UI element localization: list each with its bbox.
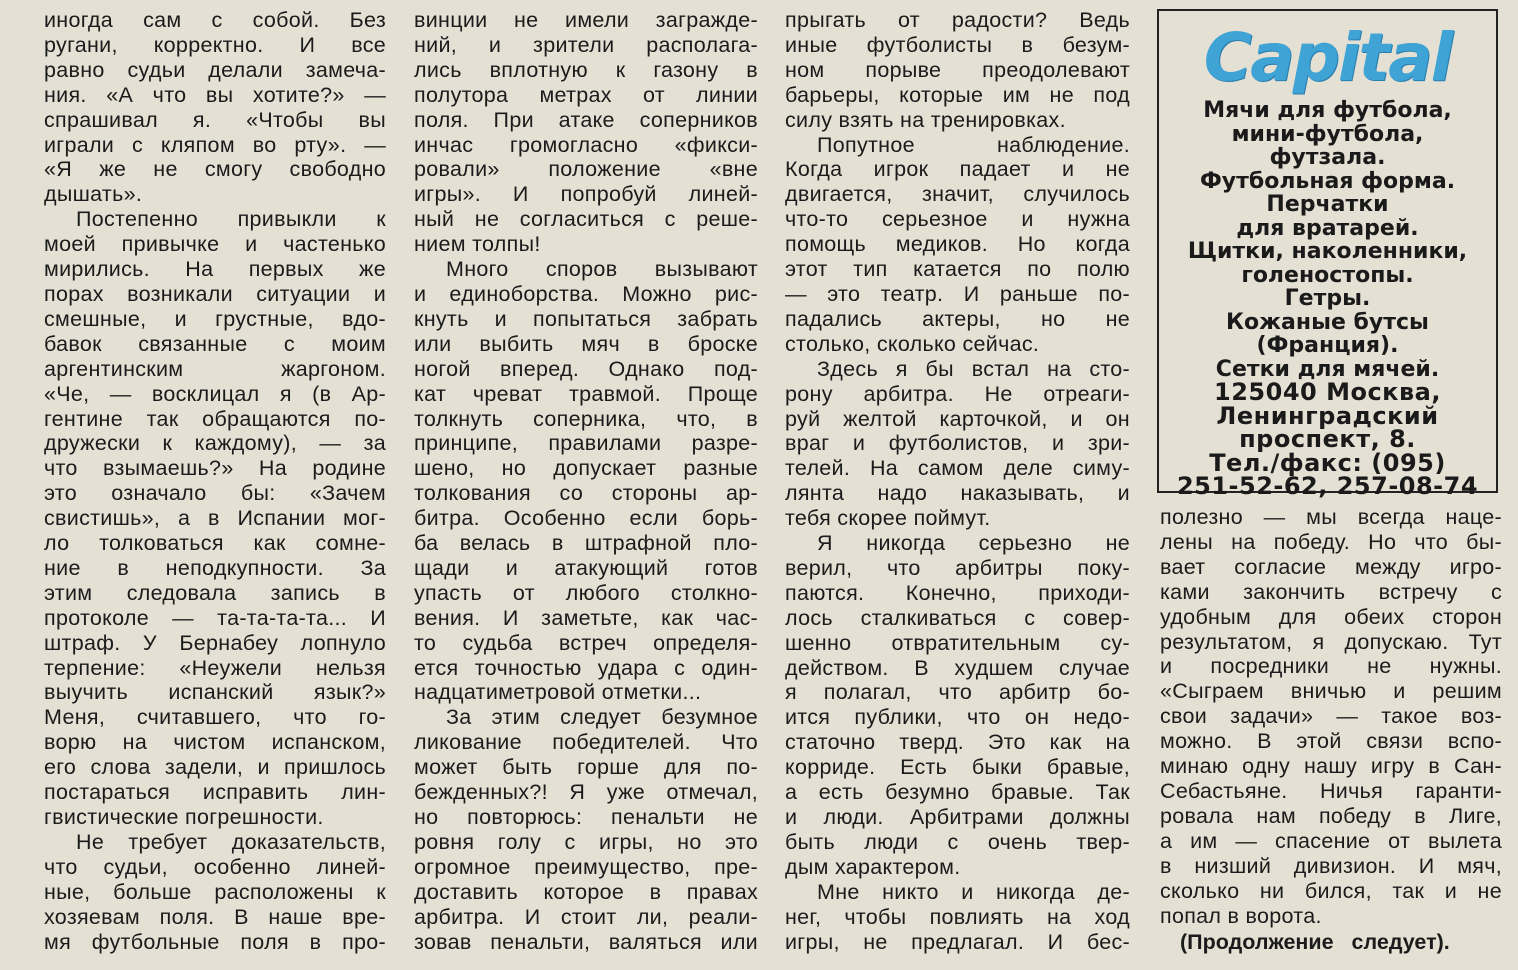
text-line: принципе, правилами разре- (414, 431, 758, 456)
ad-line: футзала. (1269, 145, 1386, 170)
text-line: поля. При атаке соперников (414, 107, 758, 132)
text-line: силу взять на тренировках. (785, 107, 1066, 132)
text-line: действом. В худшем случае (785, 655, 1130, 680)
text-column-1 (44, 8, 386, 954)
text-line: нег, чтобы повлиять на ход (785, 904, 1130, 929)
text-line: штраф. У Бернабеу лопнуло (44, 630, 386, 655)
text-line: статочно тверд. Это как на (785, 730, 1130, 755)
text-line: этим следовала запись в (44, 580, 386, 605)
ad-line: Сетки для мячей. (1215, 356, 1440, 382)
text-line: Здесь я бы встал на сто- (817, 356, 1130, 381)
ad-line: Щитки, наколенники, (1187, 239, 1468, 264)
text-line: доставить которое в правах (414, 879, 758, 904)
text-line: тебя скорее поймут. (785, 506, 991, 531)
text-line: результатом, я допускаю. Тут (1160, 629, 1502, 654)
text-line: вает согласие между игро- (1160, 554, 1502, 579)
text-line: его слова задели, и пришлось (44, 755, 386, 780)
text-line: или выбить мяч в броске (414, 331, 758, 356)
text-line: ровали» положение «вне (414, 157, 758, 182)
text-line: можно. В этой связи вспо- (1160, 729, 1502, 754)
text-line: Я никогда серьезно не (817, 531, 1130, 556)
text-line: лось сталкиваться с совер- (785, 605, 1130, 630)
text-line: ликование победителей. Что (414, 730, 758, 755)
text-line: быть люди с очень твер- (785, 829, 1130, 854)
text-line: телей. На самом деле симу- (785, 456, 1130, 481)
text-line: и люди. Арбитрами должны (785, 805, 1130, 829)
text-line: столько, сколько сейчас. (785, 331, 1040, 356)
text-line: ный не согласиться с реше- (414, 207, 758, 232)
text-line: но повторюсь: пенальти не (414, 805, 758, 829)
text-line: мирились. На первых же (44, 257, 386, 282)
text-line: смешные, и грустные, вдо- (44, 306, 386, 331)
text-line: Меня, считавшего, что го- (44, 705, 386, 730)
capital-advertisement (1157, 9, 1498, 500)
text-line: моей привычке и частенько (44, 232, 386, 257)
text-line: руй желтой карточкой, и он (785, 406, 1130, 431)
text-line: постараться исправить лин- (44, 780, 386, 805)
text-column-2 (414, 8, 758, 954)
ad-line: Перчатки (1266, 192, 1389, 217)
text-line: удобным для обеих сторон (1160, 604, 1502, 629)
text-line: ровала нам победу в Лиге, (1160, 803, 1502, 828)
text-line: этот тип катается по полю (785, 257, 1130, 282)
text-line: бавок связанные с моим (44, 331, 386, 356)
text-line: шенно отвратительным су- (785, 630, 1130, 655)
text-line: я полагал, что арбитр бо- (785, 680, 1130, 705)
text-line: протоколе — та-та-та-та... И (44, 605, 386, 630)
text-line: Мне никто и никогда де- (817, 879, 1130, 904)
text-line: щади и атакующий готов (414, 555, 758, 580)
continuation-note: (Продолжение следует). (1180, 930, 1450, 954)
text-line: толкования со стороны ар- (414, 481, 758, 506)
text-line: Много споров вызывают (446, 257, 758, 282)
text-line: ется точностью удара с один- (414, 655, 758, 680)
text-line: ния. «А что вы хотите?» — (44, 82, 386, 107)
text-line: Постепенно привыкли к (76, 207, 386, 232)
text-line: играли с кляпом во рту». — (44, 132, 386, 157)
text-line: верил, что арбитры поку- (785, 555, 1130, 580)
text-line: попал в ворота. (1160, 903, 1322, 928)
text-line: гентине так обращаются по- (44, 406, 386, 431)
text-line: нием толпы! (414, 232, 541, 257)
text-line: ровня голу с игры, но это (414, 829, 758, 854)
text-line: толкнуть соперника, что, в (414, 406, 758, 431)
text-line: «Сыграем вничью и решим (1160, 679, 1502, 704)
ad-line: Футбольная форма. (1199, 168, 1456, 194)
text-line: иногда сам с собой. Без (44, 8, 386, 32)
text-line: игры, не предлагал. И бес- (785, 929, 1130, 954)
text-line: то судьба встреч определя- (414, 630, 758, 655)
text-line: Не требует доказательств, (76, 829, 386, 854)
advertisement-text (1159, 99, 1496, 499)
text-line: а есть безумно бравые. Так (785, 780, 1130, 805)
text-line: — это театр. И раньше по- (785, 281, 1130, 306)
text-line: порах возникали ситуации и (44, 281, 386, 306)
text-line: Себастьяне. Ничья гаранти- (1160, 778, 1502, 803)
text-line: а им — спасение от вылета (1160, 828, 1502, 853)
text-column-4 (1160, 505, 1502, 928)
text-line: что-то серьезное и нужна (785, 207, 1130, 232)
text-line: За этим следует безумное (446, 705, 758, 730)
text-line: иные футболисты в безум- (785, 32, 1130, 57)
text-line: Когда игрок падает и не (785, 157, 1130, 182)
text-line: может быть горше для по- (414, 755, 758, 780)
text-line: минаю одну нашу игру в Сан- (1160, 754, 1502, 779)
text-line: арбитра. И стоит ли, реали- (414, 904, 758, 929)
text-line: ло толковаться как сомне- (44, 531, 386, 556)
ad-line: (Франция). (1256, 333, 1399, 358)
text-line: полутора метрах от линии (414, 82, 758, 107)
text-line: ба велась в штрафной пло- (414, 531, 758, 556)
text-line: сколько ни бился, так и не (1160, 878, 1502, 903)
text-line: кнуть и попытаться забрать (414, 306, 758, 331)
text-line: полезно — мы всегда наце- (1160, 505, 1502, 529)
ad-line: мини-футбола, (1231, 121, 1424, 147)
text-line: прыгать от радости? Ведь (785, 8, 1130, 32)
text-line: ные, больше расположены к (44, 879, 386, 904)
text-line: «Че, — восклицал я (в Ар- (44, 381, 386, 406)
text-line: и единоборства. Можно рис- (414, 281, 758, 306)
ad-line: Мячи для футбола, (1203, 98, 1452, 123)
text-line: винции не имели загражде- (414, 8, 758, 32)
text-line: инчас громогласно «фикси- (414, 132, 758, 157)
text-line: падались актеры, но не (785, 306, 1130, 331)
text-line: спрашивал я. «Чтобы вы (44, 107, 386, 132)
text-line: ном порыве преодолевают (785, 57, 1130, 82)
text-line: терпение: «Неужели нельзя (44, 655, 386, 680)
ad-line: Ленинградский (1216, 401, 1439, 430)
text-line: шено, но допускает разные (414, 456, 758, 481)
text-line: помощь медиков. Но когда (785, 232, 1130, 257)
ad-line: для вратарей. (1236, 215, 1419, 241)
text-line: что взымаешь?» На родине (44, 456, 386, 481)
text-line: упасть от любого столкно- (414, 580, 758, 605)
text-line: ками закончить встречу с (1160, 579, 1502, 604)
capital-logo: Capital (1203, 19, 1452, 96)
text-line: выучить испанский язык?» (44, 680, 386, 705)
text-line: «Я же не смогу свободно (44, 157, 386, 182)
text-line: битра. Особенно если борь- (414, 506, 758, 531)
text-line: дружески к каждому), — за (44, 431, 386, 456)
text-line: зовав пенальти, валяться или (414, 929, 758, 954)
text-line: в низший дивизион. И мяч, (1160, 853, 1502, 878)
text-line: ится публики, что он недо- (785, 705, 1130, 730)
text-line: огромное преимущество, пре- (414, 854, 758, 879)
text-line: ругани, корректно. И все (44, 32, 386, 57)
text-line: свои задачи» — такое воз- (1160, 704, 1502, 729)
text-line: ворю на чистом испанском, (44, 730, 386, 755)
text-line: ногой вперед. Однако под- (414, 356, 758, 381)
text-line: лены на победу. Но что бы- (1160, 529, 1502, 554)
ad-line: Гетры. (1284, 286, 1371, 311)
text-line: корриде. Есть быки бравые, (785, 755, 1130, 780)
ad-line: Тел./факс: (095) (1209, 448, 1446, 477)
text-line: равно судьи делали замеча- (44, 57, 386, 82)
text-line: это означало бы: «Зачем (44, 481, 386, 506)
text-line: Попутное наблюдение. (817, 132, 1130, 157)
text-line: кат чреват травмой. Проще (414, 381, 758, 406)
text-line: двигается, значит, случилось (785, 182, 1130, 207)
ad-line: Кожаные бутсы (1226, 309, 1429, 335)
text-line: дым характером. (785, 854, 961, 879)
text-line: гвистические погрешности. (44, 805, 324, 829)
text-line: лись вплотную к газону в (414, 57, 758, 82)
text-line: лянта надо наказывать, и (785, 481, 1130, 506)
text-line: вения. И заметьте, как час- (414, 605, 758, 630)
ad-line: 251-52-62, 257-08-74 (1176, 472, 1479, 500)
text-line: игры». И попробуй линей- (414, 182, 758, 207)
text-line: и посредники не нужны. (1160, 654, 1502, 679)
ad-line: 125040 Москва, (1214, 378, 1441, 406)
text-line: дышать». (44, 182, 143, 207)
text-line: что судьи, особенно линей- (44, 854, 386, 879)
text-line: ние в неподкупности. За (44, 555, 386, 580)
text-line: рону арбитра. Не отреаги- (785, 381, 1130, 406)
text-line: хозяевам поля. В наше вре- (44, 904, 386, 929)
ad-line: голеностопы. (1241, 262, 1414, 288)
text-line: ний, и зрители располага- (414, 32, 758, 57)
text-line: мя футбольные поля в про- (44, 929, 386, 954)
text-column-3 (785, 8, 1130, 954)
text-line: паются. Конечно, приходи- (785, 580, 1130, 605)
text-line: враг и футболистов, и зри- (785, 431, 1130, 456)
text-line: надцатиметровой отметки... (414, 680, 702, 705)
ad-line: проспект, 8. (1239, 425, 1416, 453)
text-line: свистишь», а в Испании мог- (44, 506, 386, 531)
text-line: бежденных?! Я уже отмечал, (414, 780, 758, 805)
text-line: аргентинским жаргоном. (44, 356, 386, 381)
text-line: барьеры, которые им не под (785, 82, 1130, 107)
